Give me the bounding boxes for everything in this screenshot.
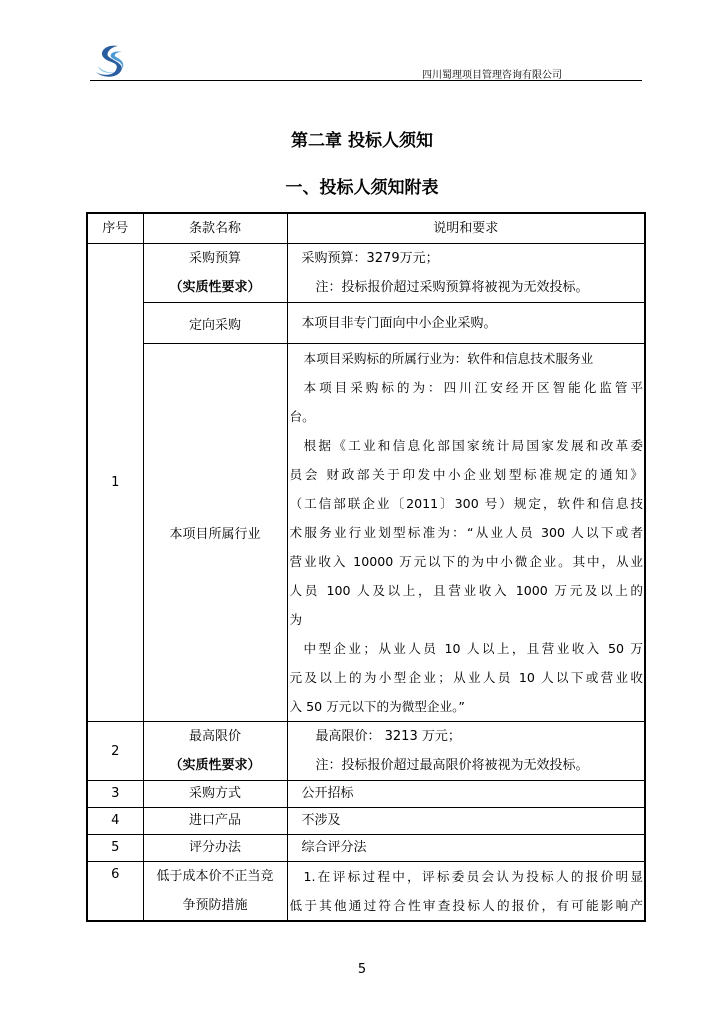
clause-name: 采购方式: [188, 786, 241, 801]
table-row: [87, 244, 645, 303]
description-line: 不涉及: [301, 813, 341, 828]
table-header-row: [87, 213, 645, 244]
page-number: 5: [357, 962, 367, 977]
table-row: [87, 303, 645, 344]
header-description: 说明和要求: [433, 221, 499, 236]
row-number: 1: [111, 475, 120, 490]
row-number: 3: [111, 786, 120, 801]
clause-note: （实质性要求）: [169, 280, 261, 295]
description-line: 1.在评标过程中，评标委员会认为投标人的报价明显: [303, 869, 643, 884]
description-line: 本项目采购标的所属行业为：软件和信息技术服务业: [303, 351, 594, 366]
clause-note: （实质性要求）: [169, 758, 261, 773]
description-line: 注：投标报价超过最高限价将被视为无效投标。: [315, 758, 589, 773]
table-row: [87, 344, 645, 722]
clause-name: 进口产品: [188, 813, 241, 828]
description-line: 台。: [289, 409, 315, 424]
description-line: 元及以上的为小型企业；从业人员 10 人以下或营业收: [289, 670, 643, 685]
clause-name: 评分办法: [188, 840, 241, 855]
header-clause: 条款名称: [188, 221, 241, 236]
description-line: 本项目采购标的为：四川江安经开区智能化监管平: [303, 380, 643, 395]
table-row: [87, 722, 645, 781]
description-line: 低于其他通过符合性审查投标人的报价，有可能影响产: [289, 898, 643, 913]
table-row: [87, 808, 645, 835]
clause-name: 采购预算: [188, 251, 241, 266]
description-line: 综合评分法: [301, 840, 367, 855]
bidder-instructions-table: [86, 212, 646, 922]
header-no: 序号: [102, 221, 129, 236]
description-line: （工信部联企业〔2011〕300 号）规定，软件和信息技: [289, 496, 643, 511]
row-number: 2: [111, 743, 120, 759]
row-number: 6: [111, 867, 120, 882]
description-line: 公开招标: [301, 786, 354, 801]
table-row: [87, 862, 645, 922]
description-line: 术服务业行业划型标准为：“从业人员 300 人以下或者: [289, 525, 643, 540]
row-number: 5: [111, 840, 120, 855]
description-line: 根据《工业和信息化部国家统计局国家发展和改革委: [303, 438, 643, 453]
description-line: 入 50 万元以下的为微型企业。”: [289, 699, 465, 714]
company-logo-icon: [92, 42, 128, 80]
page-header: [90, 42, 642, 81]
description-line: 人员 100 人及以上，且营业收入 1000 万元及以上的: [289, 583, 643, 598]
description-line: 为: [289, 612, 303, 627]
clause-name: 定向采购: [188, 317, 241, 333]
description-line: 采购预算：3279万元；: [301, 251, 439, 266]
section-title: 一、投标人须知附表: [285, 178, 439, 198]
table-row: [87, 835, 645, 862]
clause-name: 低于成本价不正当竞: [156, 869, 274, 884]
table-row: [87, 781, 645, 808]
company-name: 四川蜀理项目管理咨询有限公司: [422, 70, 562, 81]
description-line: 中型企业；从业人员 10 人以上，且营业收入 50 万: [303, 641, 643, 656]
description-line: 营业收入 10000 万元以下的为中小微企业。其中，从业: [289, 554, 643, 569]
description-line: 注：投标报价超过采购预算将被视为无效投标。: [315, 280, 589, 295]
chapter-title: 第二章 投标人须知: [291, 131, 433, 151]
clause-name-cont: 争预防措施: [182, 898, 248, 913]
clause-name: 最高限价: [188, 729, 241, 744]
row-number: 4: [111, 813, 120, 828]
description-line: 员会 财政部关于印发中小企业划型标准规定的通知》: [289, 467, 643, 482]
clause-name: 本项目所属行业: [169, 527, 261, 542]
description-line: 最高限价： 3213 万元；: [315, 729, 461, 744]
description-line: 本项目非专门面向中小企业采购。: [301, 315, 497, 331]
